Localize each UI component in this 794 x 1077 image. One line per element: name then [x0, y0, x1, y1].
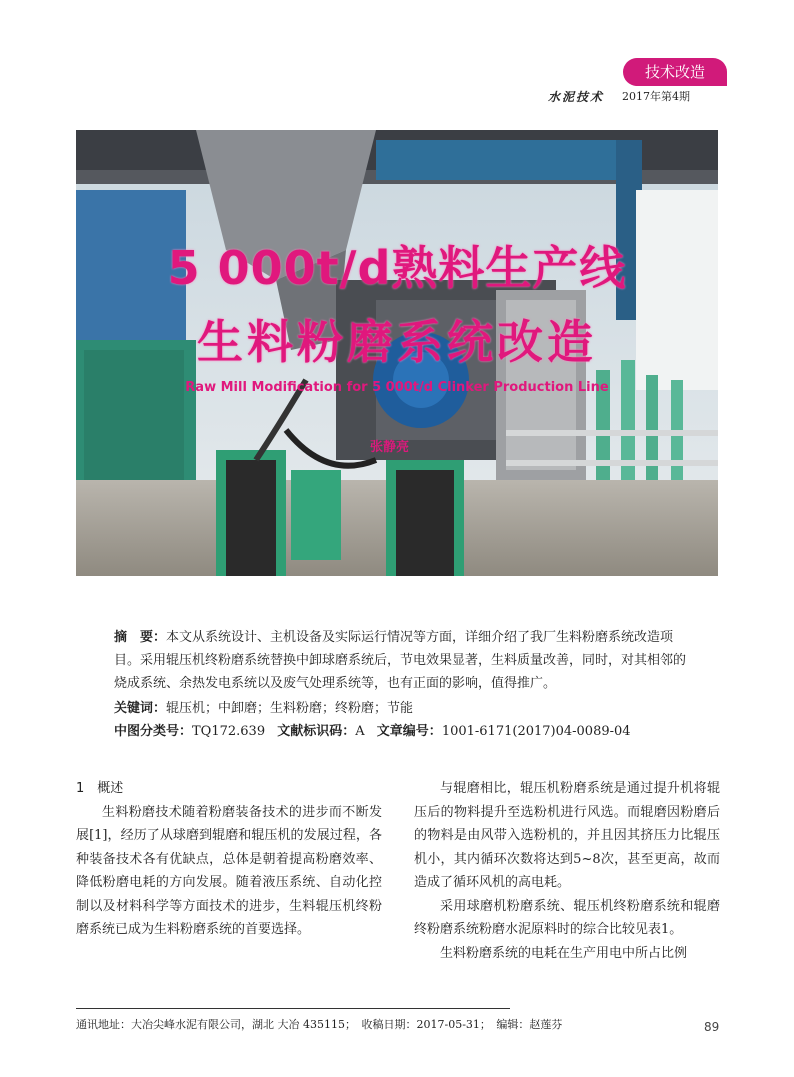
- paragraph: 生料粉磨系统的电耗在生产用电中所占比例: [440, 945, 688, 961]
- footer-divider: [76, 1008, 510, 1009]
- paragraph: 与辊磨相比，辊压机粉磨系统是通过提升机将辊压后的物料提升至选粉机进行风选。而辊磨因粉磨后的物料是由风带入选粉机的，并且因其挤压力比辊压机小，其内循环次数将达到5~8次，甚至更高，故而造成了循环风机的高电耗。: [414, 781, 720, 890]
- paragraph: 采用球磨机粉磨系统、辊压机终粉磨系统和辊磨终粉磨系统粉磨水泥原料时的综合比较见表1。: [414, 898, 720, 937]
- article-number-label: 文章编号：: [376, 724, 442, 739]
- issue-label: 2017年第4期: [622, 90, 690, 103]
- keywords: [114, 697, 413, 716]
- article-number-value: 1001-6171(2017)04-0089-04: [441, 724, 631, 739]
- doc-code-label: 文献标识码：: [277, 724, 356, 739]
- clc-label: 中图分类号：: [114, 724, 193, 739]
- body-right-column: [414, 777, 720, 965]
- page-number: 89: [704, 1020, 720, 1034]
- clc-value: TQ172.639: [192, 724, 266, 739]
- keywords-label: 关键词：: [114, 701, 167, 716]
- article-title-english: Raw Mill Modification for 5 000t/d Clinker Production Line: [185, 380, 609, 395]
- abstract: [114, 626, 686, 695]
- journal-name: 水泥技术: [548, 90, 605, 104]
- abstract-label: 摘 要：: [114, 630, 167, 645]
- abstract-text: 本文从系统设计、主机设备及实际运行情况等方面，详细介绍了我厂生料粉磨系统改造项目。采用辊压机终粉磨系统替换中卸球磨系统后，节电效果显著，生料质量改善，同时，对其相邻的烧成系统、余热发电系统以及废气处理系统等，也有正面的影响，值得推广。: [114, 630, 687, 691]
- section-tag: 技术改造: [623, 58, 727, 86]
- author-name: 张静亮: [370, 440, 410, 455]
- footer-note: 通讯地址：大冶尖峰水泥有限公司，湖北 大冶 435115； 收稿日期：2017-05-31； 编辑：赵莲芬: [76, 1018, 563, 1031]
- section-heading: 1 概述: [76, 781, 124, 796]
- keywords-text: 辊压机；中卸磨；生料粉磨；终粉磨；节能: [166, 701, 414, 716]
- paragraph: 生料粉磨技术随着粉磨装备技术的进步而不断发展[1]，经历了从球磨到辊磨和辊压机的发展过程，各种装备技术各有优缺点，总体是朝着提高粉磨效率、降低粉磨电耗的方向发展。随着液压系统、自动化控制以及材料科学等方面技术的进步，生料辊压机终粉磨系统已成为生料粉磨系统的首要选择。: [76, 804, 382, 937]
- body-left-column: [76, 777, 382, 942]
- article-title-line2: 生料粉磨系统改造: [197, 315, 597, 369]
- article-title-line1: 5 000t/d熟料生产线: [167, 241, 627, 295]
- classification-line: [114, 720, 631, 739]
- doc-code-value: A: [355, 724, 365, 739]
